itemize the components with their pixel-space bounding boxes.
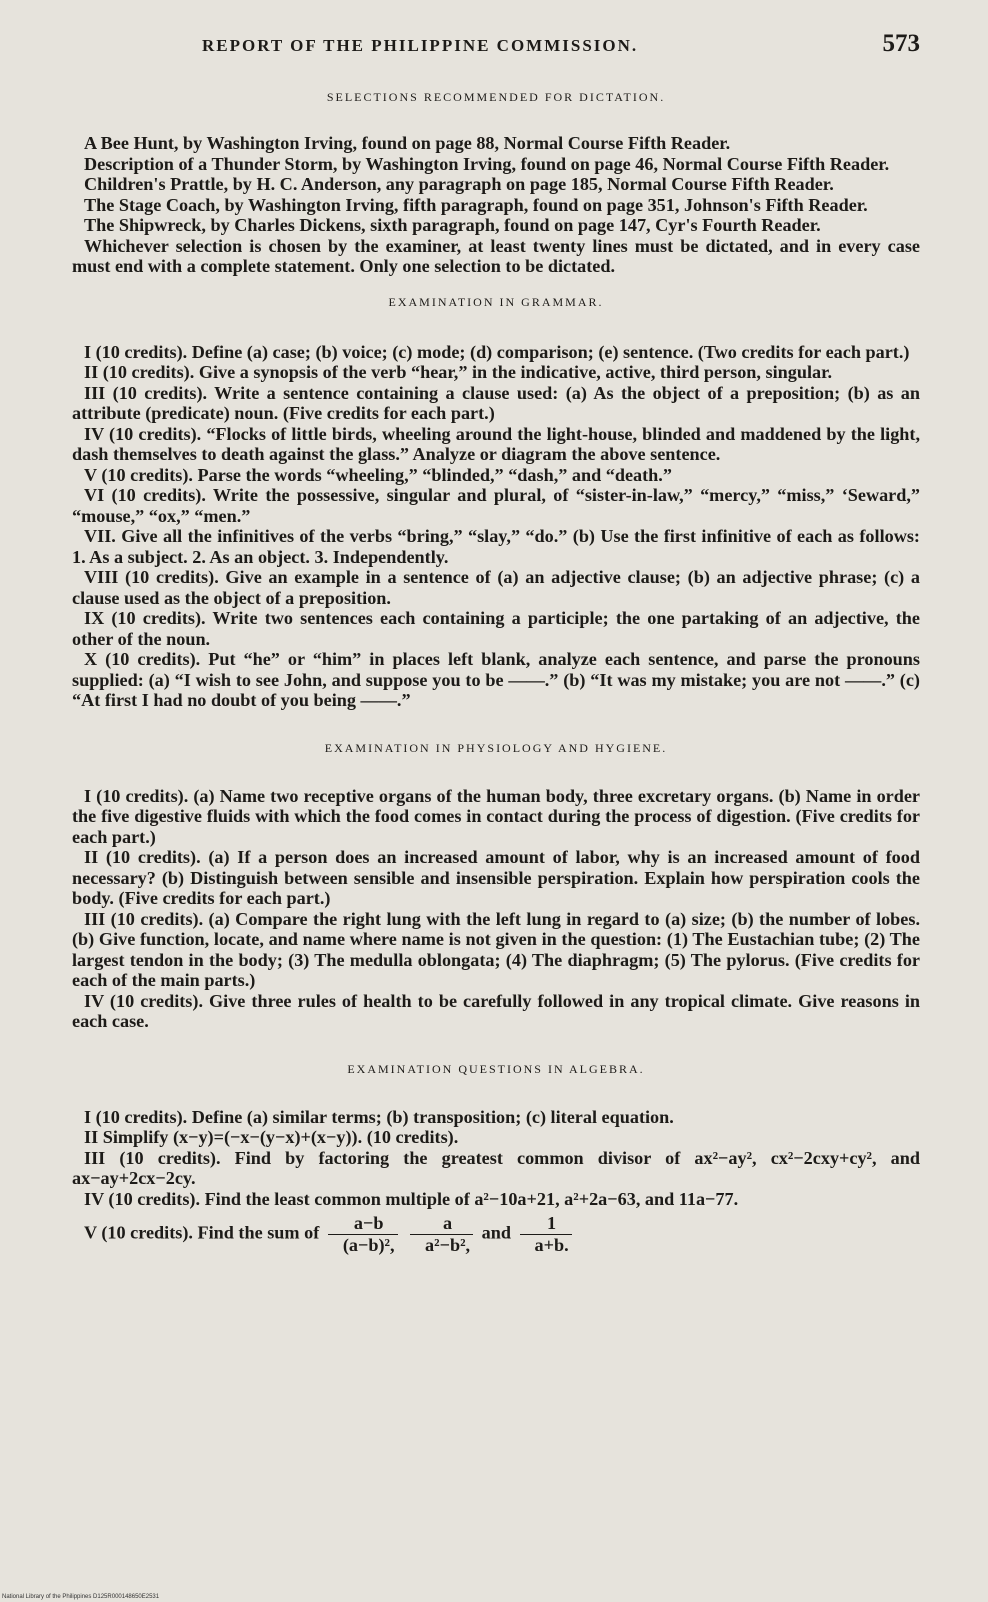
fraction-3-denominator: a+b.	[520, 1234, 572, 1256]
algebra-question: I (10 credits). Define (a) similar terms; (b) transposition; (c) literal equation.	[84, 1106, 674, 1127]
fraction-1	[328, 1213, 398, 1256]
dictation-item: Description of a Thunder Storm, by Washington Irving, found on page 46, Normal Course Fifth Reader.	[84, 153, 890, 174]
running-head	[72, 26, 920, 64]
physiology-heading: EXAMINATION IN PHYSIOLOGY AND HYGIENE.	[324, 740, 668, 755]
grammar-question: I (10 credits). Define (a) case; (b) voice; (c) mode; (d) comparison; (e) sentence. (Two credits for each part.)	[84, 341, 910, 362]
grammar-question: II (10 credits). Give a synopsis of the verb “hear,” in the indicative, active, third person, singular.	[84, 362, 833, 382]
physiology-question: IV (10 credits). Give three rules of health to be carefully followed in any tropical climate. Give reasons in each case.	[72, 990, 920, 1031]
algebra-question: IV (10 credits). Find the least common multiple of a²−10a+21, a²+2a−63, and 11a−77.	[84, 1188, 739, 1209]
page-number: 573	[882, 30, 920, 57]
fraction-2	[410, 1213, 473, 1256]
physiology-question: III (10 credits). (a) Compare the right lung with the left lung in regard to (a) size; (b) the number of lobes. (b) Give function, locate, and name where name is not given in the question: (1) The Eustachian tube; (2) The largest tendon in the body; (3) The medulla oblongata; (4) The diaphragm; (5) The pylorus. (Five credits for each of the main parts.)	[72, 908, 920, 990]
grammar-question: VII. Give all the infinitives of the verbs “bring,” “slay,” “do.” (b) Use the first infinitive of each as follows: 1. As a subject. 2. As an object. 3. Independently.	[72, 526, 920, 567]
scan-credit: National Library of the Philippines D125R000148650E2531	[2, 1594, 160, 1600]
physiology-question: II (10 credits). (a) If a person does an increased amount of labor, why is an increased amount of food necessary? (b) Distinguish between sensible and insensible perspiration. Explain how perspiration cools the body. (Five credits for each part.)	[72, 847, 920, 908]
algebra-heading: EXAMINATION QUESTIONS IN ALGEBRA.	[347, 1061, 645, 1076]
fraction-2-denominator: a²−b²,	[410, 1234, 473, 1256]
dictation-item: The Stage Coach, by Washington Irving, fifth paragraph, found on page 351, Johnson's Fifth Reader.	[84, 194, 868, 215]
grammar-question: V (10 credits). Parse the words “wheeling,” “blinded,” “dash,” and “death.”	[84, 464, 672, 485]
fraction-2-numerator: a	[443, 1213, 453, 1233]
algebra-question-fractions	[72, 1213, 920, 1256]
dictation-item: A Bee Hunt, by Washington Irving, found on page 88, Normal Course Fifth Reader.	[84, 133, 731, 153]
grammar-question: VI (10 credits). Write the possessive, singular and plural, of “sister-in-law,” “mercy,” “miss,” ‘Seward,” “mouse,” “ox,” “men.”	[72, 485, 920, 526]
q5-and: and	[481, 1222, 511, 1243]
dictation-item: Children's Prattle, by H. C. Anderson, any paragraph on page 185, Normal Course Fifth Reader.	[84, 174, 834, 194]
running-title: REPORT OF THE PHILIPPINE COMMISSION.	[202, 36, 639, 55]
grammar-question: IX (10 credits). Write two sentences each containing a participle; the one partaking of an adjective, the other of the noun.	[72, 608, 920, 649]
grammar-heading: EXAMINATION IN GRAMMAR.	[388, 294, 604, 309]
grammar-question: III (10 credits). Write a sentence containing a clause used: (a) As the object of a preposition; (b) as an attribute (predicate) noun. (Five credits for each part.)	[72, 382, 920, 423]
dictation-heading: SELECTIONS RECOMMENDED FOR DICTATION.	[326, 90, 666, 104]
grammar-question: VIII (10 credits). Give an example in a sentence of (a) an adjective clause; (b) an adjective phrase; (c) a clause used as the object of a preposition.	[72, 567, 920, 608]
grammar-question: IV (10 credits). “Flocks of little birds, wheeling around the light-house, blinded and maddened by the light, dash themselves to death against the glass.” Analyze or diagram the above sentence.	[72, 423, 920, 464]
physiology-question: I (10 credits). (a) Name two receptive organs of the human body, three excretary organs. (b) Name in order the five digestive fluids with which the food comes in contact during the process of digestion. (Five credits for each part.)	[72, 785, 920, 847]
fraction-3-numerator: 1	[547, 1213, 557, 1233]
algebra-question: III (10 credits). Find by factoring the greatest common divisor of ax²−ay², cx²−2cxy+cy², and ax−ay+2cx−2cy.	[72, 1147, 920, 1188]
algebra-question: II Simplify (x−y)=(−x−(y−x)+(x−y)). (10 credits).	[84, 1127, 459, 1147]
fraction-3	[520, 1213, 572, 1256]
dictation-note: Whichever selection is chosen by the examiner, at least twenty lines must be dictated, and in every case must end with a complete statement. Only one selection to be dictated.	[72, 235, 920, 276]
grammar-question: X (10 credits). Put “he” or “him” in places left blank, analyze each sentence, and parse the pronouns supplied: (a) “I wish to see John, and suppose you to be ——.” (b) “It was my mistake; you are not ——.” (c) “At first I had no doubt of you being ——.”	[72, 649, 920, 710]
page-content	[72, 26, 920, 1256]
fraction-1-denominator: (a−b)²,	[328, 1234, 398, 1256]
q5-prefix: V (10 credits). Find the sum of	[84, 1222, 320, 1243]
dictation-item: The Shipwreck, by Charles Dickens, sixth paragraph, found on page 147, Cyr's Fourth Reader.	[84, 215, 821, 235]
fraction-1-numerator: a−b	[353, 1213, 384, 1233]
